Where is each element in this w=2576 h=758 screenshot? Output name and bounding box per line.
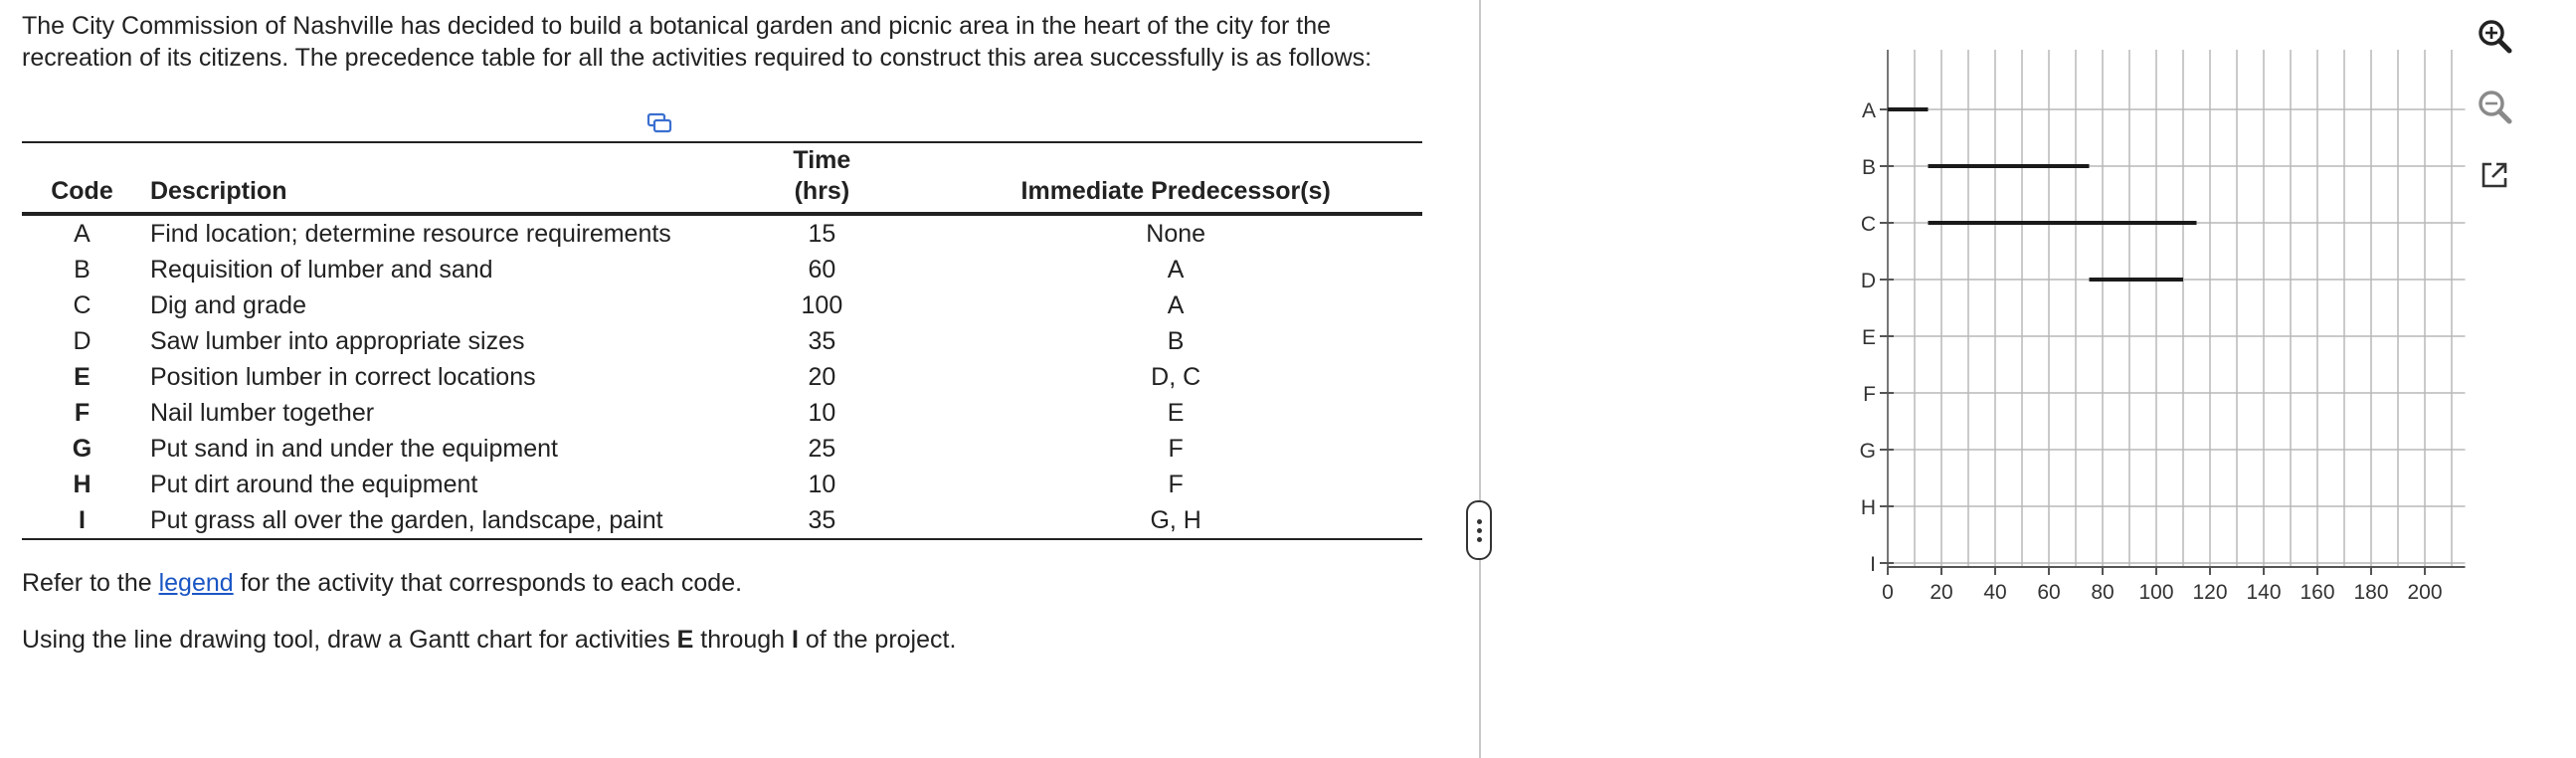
row-code: A bbox=[74, 220, 91, 248]
row-description: Position lumber in correct locations bbox=[149, 363, 536, 391]
table-row bbox=[22, 214, 1422, 252]
instr-end-activity: I bbox=[792, 626, 799, 654]
row-time: 60 bbox=[808, 256, 836, 284]
table-row bbox=[22, 323, 1422, 359]
header-time bbox=[714, 142, 929, 214]
header-code: Code bbox=[51, 177, 113, 205]
row-code: C bbox=[73, 291, 92, 319]
panel-splitter-handle[interactable] bbox=[1466, 500, 1492, 560]
header-predecessors: Immediate Predecessor(s) bbox=[1020, 177, 1331, 205]
precedence-table bbox=[22, 141, 1422, 540]
instr-start-activity: E bbox=[676, 626, 694, 654]
refer-prefix: Refer to the bbox=[22, 569, 159, 597]
activity-label-a: A bbox=[1861, 99, 1876, 122]
row-description: Put sand in and under the equipment bbox=[149, 435, 558, 463]
zoom-in-icon bbox=[2475, 16, 2514, 56]
row-time: 35 bbox=[808, 327, 836, 355]
row-predecessors: D, C bbox=[1151, 363, 1201, 391]
zoom-in-button[interactable] bbox=[2475, 16, 2514, 56]
gantt-chart[interactable] bbox=[1850, 40, 2467, 676]
table-row bbox=[22, 287, 1422, 323]
zoom-out-button[interactable] bbox=[2475, 87, 2514, 126]
table-row bbox=[22, 359, 1422, 395]
row-time: 20 bbox=[808, 363, 836, 391]
row-description: Saw lumber into appropriate sizes bbox=[149, 327, 525, 355]
problem-intro: The City Commission of Nashville has decided to build a botanical garden and picnic area in the heart of the city for the recreation of its citizens. The precedence table for all the activities required to construct this area successfully is as follows: bbox=[22, 12, 1373, 72]
activity-label-i: I bbox=[1870, 553, 1876, 576]
activity-label-f: F bbox=[1863, 383, 1876, 406]
x-tick-label: 140 bbox=[2246, 581, 2282, 604]
legend-reference bbox=[22, 567, 742, 599]
x-tick-label: 40 bbox=[1983, 581, 2007, 604]
x-tick-label: 0 bbox=[1882, 581, 1894, 604]
activity-label-e: E bbox=[1861, 326, 1876, 349]
popout-button[interactable] bbox=[2475, 155, 2514, 195]
x-tick-label: 120 bbox=[2192, 581, 2228, 604]
row-code: G bbox=[72, 435, 92, 463]
activity-label-b: B bbox=[1861, 156, 1876, 179]
row-predecessors: G, H bbox=[929, 502, 1422, 539]
instr-prefix: Using the line drawing tool, draw a Gantt chart for activities bbox=[22, 626, 677, 654]
gantt-chart-area[interactable] bbox=[1850, 40, 2467, 681]
row-code: F bbox=[74, 399, 91, 427]
splitter-dot bbox=[1477, 519, 1482, 524]
zoom-out-icon bbox=[2475, 87, 2514, 126]
row-time: 10 bbox=[808, 399, 836, 427]
splitter-dot bbox=[1477, 537, 1482, 542]
header-time-line1: Time bbox=[793, 146, 851, 174]
table-row bbox=[22, 252, 1422, 287]
row-description: Put grass all over the garden, landscape, paint bbox=[142, 502, 715, 539]
table-row bbox=[22, 395, 1422, 431]
row-time: 25 bbox=[808, 435, 836, 463]
row-code: D bbox=[73, 327, 92, 355]
header-time-line2: (hrs) bbox=[794, 177, 850, 205]
row-time: 35 bbox=[714, 502, 929, 539]
panel-divider bbox=[1479, 0, 1481, 758]
x-tick-label: 20 bbox=[1930, 581, 1953, 604]
legend-link[interactable]: legend bbox=[158, 569, 234, 597]
copy-table-icon[interactable] bbox=[646, 112, 672, 139]
splitter-dot bbox=[1477, 528, 1482, 533]
activity-label-h: H bbox=[1860, 496, 1876, 519]
activity-label-g: G bbox=[1859, 440, 1876, 463]
table-header-row bbox=[22, 142, 1422, 214]
table-row bbox=[22, 502, 1422, 539]
row-code: H bbox=[73, 471, 92, 498]
x-tick-label: 180 bbox=[2353, 581, 2389, 604]
row-description: Requisition of lumber and sand bbox=[149, 256, 493, 284]
header-description: Description bbox=[149, 177, 287, 205]
refer-suffix: for the activity that corresponds to each code. bbox=[233, 569, 743, 597]
popout-icon bbox=[2475, 155, 2514, 195]
row-time: 100 bbox=[801, 291, 843, 319]
row-code: I bbox=[22, 502, 142, 539]
x-tick-label: 200 bbox=[2407, 581, 2443, 604]
row-time: 15 bbox=[808, 220, 836, 248]
row-predecessors: A bbox=[1167, 256, 1185, 284]
row-predecessors: None bbox=[1146, 220, 1206, 248]
x-tick-label: 80 bbox=[2091, 581, 2115, 604]
row-time: 10 bbox=[808, 471, 836, 498]
x-tick-label: 60 bbox=[2037, 581, 2061, 604]
row-description: Find location; determine resource requirements bbox=[149, 220, 671, 248]
row-predecessors: F bbox=[1168, 471, 1184, 498]
row-description: Dig and grade bbox=[149, 291, 306, 319]
table-row bbox=[22, 431, 1422, 467]
row-predecessors: B bbox=[1167, 327, 1185, 355]
table-row bbox=[22, 467, 1422, 502]
x-tick-label: 100 bbox=[2138, 581, 2174, 604]
row-description: Put dirt around the equipment bbox=[149, 471, 478, 498]
instructions bbox=[22, 624, 956, 656]
row-code: B bbox=[74, 256, 91, 284]
x-tick-label: 160 bbox=[2300, 581, 2335, 604]
row-predecessors: E bbox=[1167, 399, 1185, 427]
row-code: E bbox=[74, 363, 91, 391]
activity-label-d: D bbox=[1860, 270, 1876, 292]
row-predecessors: F bbox=[1168, 435, 1184, 463]
instr-mid: through bbox=[693, 626, 793, 654]
instr-suffix: of the project. bbox=[798, 626, 957, 654]
activity-label-c: C bbox=[1860, 213, 1876, 236]
row-description: Nail lumber together bbox=[149, 399, 375, 427]
row-predecessors: A bbox=[1167, 291, 1185, 319]
